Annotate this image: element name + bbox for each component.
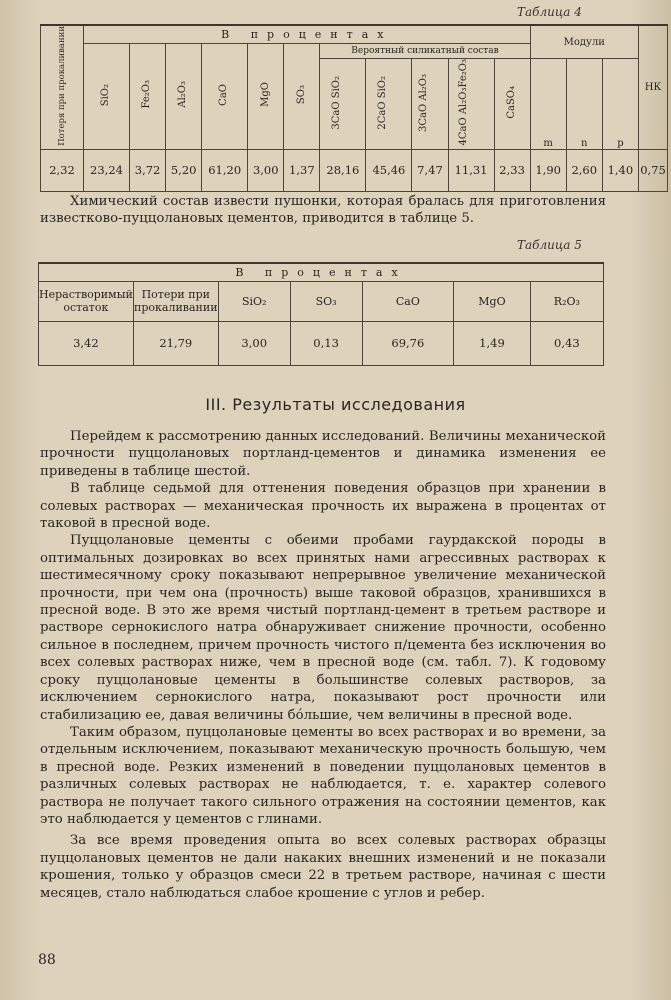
t4-cell: 28,16 bbox=[320, 149, 366, 191]
t4-col-caso4: CaSO₄ bbox=[494, 59, 530, 150]
paragraph: Таким образом, пуццолановые цементы во всех растворах и во времени, за отдельным исключением, показывают механическую прочность большую, чем в пресной воде. Резких изменений в поведении пуццолановых цементов в различных солевых растворах не наблюдается, т. е. характер солевого раствора не получает такого сильного отражения на состоянии цементов, как это наблюдается у цементов с глинами. bbox=[40, 724, 606, 827]
section-heading: III. Результаты исследования bbox=[205, 395, 466, 414]
t4-header-silicate: Вероятный силикатный состав bbox=[320, 43, 530, 59]
t4-header-moduli: Модули bbox=[530, 25, 638, 59]
t5-data-row bbox=[39, 321, 604, 365]
table5-caption: Таблица 5 bbox=[517, 238, 582, 252]
t5-col-mgo: MgO bbox=[454, 281, 531, 321]
t5-cell: 3,00 bbox=[218, 321, 290, 365]
t4-data-row bbox=[41, 149, 668, 191]
t4-col-mgo: MgO bbox=[248, 43, 284, 149]
t4-col-p: p bbox=[602, 59, 638, 150]
t5-col-so3: SO₃ bbox=[290, 281, 362, 321]
t4-col-c2s: 2CaO SiO₂ bbox=[366, 59, 412, 150]
t4-col-sio2: SiO₂ bbox=[84, 43, 130, 149]
t5-cell: 21,79 bbox=[133, 321, 218, 365]
paragraph: Перейдем к рассмотрению данных исследований. Величины механической прочности пуццолановых портланд-цементов и динамика изменения ее приведены в таблице шестой. bbox=[40, 429, 606, 479]
t4-cell: 23,24 bbox=[84, 149, 130, 191]
t4-col-n: n bbox=[566, 59, 602, 150]
t4-cell: 1,90 bbox=[530, 149, 566, 191]
t5-cell: 1,49 bbox=[454, 321, 531, 365]
body-text bbox=[40, 428, 606, 902]
t4-col-m: m bbox=[530, 59, 566, 150]
t4-cell: 1,40 bbox=[602, 149, 638, 191]
t5-cell: 0,13 bbox=[290, 321, 362, 365]
paragraph: За все время проведения опыта во всех солевых растворах образцы пуццолановых цементов не дали накаких внешних изменений и не показали крошения, только у образцов смеси 22 в третьем растворе, начиная с шести месяцев, стало наблюдаться слабое крошение с углов и ребер. bbox=[40, 833, 606, 901]
t4-cell: 0,75 bbox=[639, 149, 668, 191]
t4-col-al2o3: Al₂O₃ bbox=[166, 43, 202, 149]
intro-paragraph: Химический состав извести пушонки, которая бралась для приготовления известково-пуццолановых цементов, приводится в таблице 5. bbox=[40, 194, 606, 227]
t4-col-c3s: 3CaO SiO₂ bbox=[320, 59, 366, 150]
t4-col-cao: CaO bbox=[202, 43, 248, 149]
t4-cell: 7,47 bbox=[412, 149, 448, 191]
t4-cell: 5,20 bbox=[166, 149, 202, 191]
t4-cell: 3,72 bbox=[130, 149, 166, 191]
t5-col-insoluble: Нерастворимый остаток bbox=[39, 281, 134, 321]
t4-cell: 3,00 bbox=[248, 149, 284, 191]
t4-col-fe2o3: Fe₂O₃ bbox=[130, 43, 166, 149]
t4-cell: 2,33 bbox=[494, 149, 530, 191]
t5-cell: 69,76 bbox=[362, 321, 454, 365]
t4-cell: 2,60 bbox=[566, 149, 602, 191]
t4-cell: 11,31 bbox=[448, 149, 494, 191]
table4-caption: Таблица 4 bbox=[517, 5, 582, 19]
t4-cell: 1,37 bbox=[284, 149, 320, 191]
t4-header-loss: Потеря при прокаливании bbox=[41, 25, 84, 149]
t4-cell: 45,46 bbox=[366, 149, 412, 191]
t4-header-percent: В процентах bbox=[84, 25, 531, 43]
t4-header-hk: НК bbox=[639, 25, 668, 149]
t4-cell: 2,32 bbox=[41, 149, 84, 191]
t5-col-loss: Потери при прокаливании bbox=[133, 281, 218, 321]
t4-col-so3: SO₃ bbox=[284, 43, 320, 149]
t4-cell: 61,20 bbox=[202, 149, 248, 191]
t5-header-percent: В процентах bbox=[39, 263, 604, 281]
t5-cell: 0,43 bbox=[530, 321, 603, 365]
t5-col-r2o3: R₂O₃ bbox=[530, 281, 603, 321]
table5 bbox=[38, 262, 604, 366]
page-number: 88 bbox=[38, 952, 56, 968]
paragraph: В таблице седьмой для оттенения поведения образцов при хранении в солевых растворах — механическая прочность их выражена в процентах от таковой в пресной воде. bbox=[40, 481, 606, 532]
table4 bbox=[40, 24, 668, 192]
t5-col-cao: CaO bbox=[362, 281, 454, 321]
t4-col-c3a: 3CaO Al₂O₃ bbox=[412, 59, 448, 150]
t4-col-c4af: 4CaO Al₂O₃Fe₂O₃ bbox=[448, 59, 494, 150]
t5-cell: 3,42 bbox=[39, 321, 134, 365]
t5-col-sio2: SiO₂ bbox=[218, 281, 290, 321]
paragraph: Пуццолановые цементы с обеими пробами гаурдакской породы в оптимальных дозировках во всех принятых нами агрессивных растворах к шестимесячному сроку показывают непрерывное увеличение механической прочности, при чем она (прочность) выше таковой образцов, хранившихся в пресной воде. В это же время чистый портланд-цемент в третьем растворе и растворе сернокислого натра обнаруживает снижение прочности, особенно сильное в последнем, причем прочность чистого п/цемента без исключения во всех солевых растворах ниже, чем в пресной воде (см. табл. 7). К годовому сроку пуццолановые цементы в большинстве солевых растворов, за исключением сернокислого натра, показывают рост прочности или стабилизацию ее, давая величины бóльшие, чем величины в пресной воде. bbox=[40, 533, 606, 723]
